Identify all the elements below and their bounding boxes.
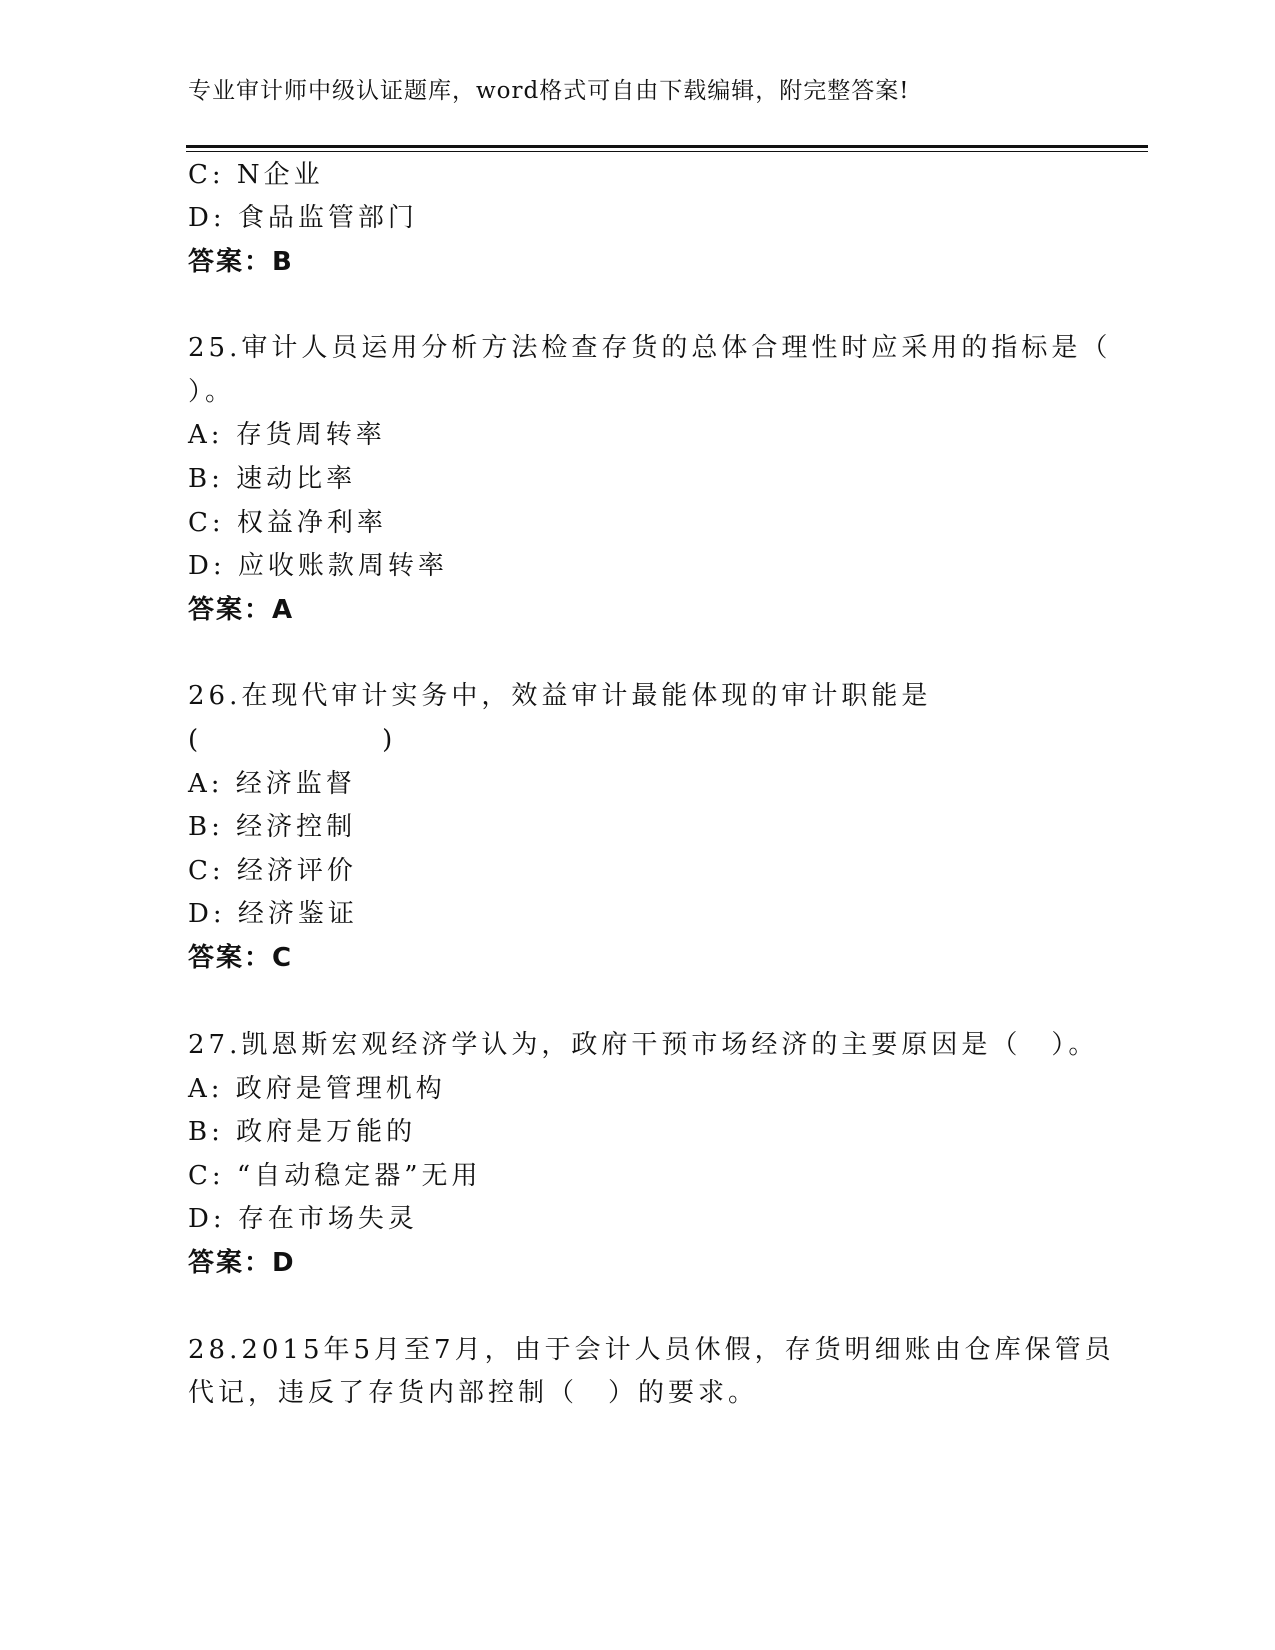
answer-line: 答案：D	[188, 1248, 296, 1278]
option-line: B: 经济控制	[188, 812, 357, 842]
option-line: C: N企业	[188, 160, 324, 190]
option-line: D: 存在市场失灵	[188, 1204, 418, 1234]
question-stem: 26.在现代审计实务中，效益审计最能体现的审计职能是	[188, 681, 932, 711]
option-line: A: 经济监督	[188, 769, 356, 799]
option-line: D: 食品监管部门	[188, 203, 418, 233]
option-line: D: 经济鉴证	[188, 899, 358, 929]
question-stem: ）。	[188, 377, 236, 407]
option-line: B: 速动比率	[188, 464, 357, 494]
option-line: A: 存货周转率	[188, 420, 386, 450]
option-line: B: 政府是万能的	[188, 1117, 417, 1147]
question-stem: 28.2015年5月至7月，由于会计人员休假，存货明细账由仓库保管员	[188, 1335, 1115, 1365]
header-rule-thin	[186, 151, 1148, 152]
header-rule-thick	[186, 145, 1148, 148]
answer-line: 答案：A	[188, 595, 295, 625]
option-line: C: 权益净利率	[188, 508, 387, 538]
page-header: 专业审计师中级认证题库，word格式可自由下载编辑，附完整答案!	[188, 78, 910, 104]
question-stem: 25.审计人员运用分析方法检查存货的总体合理性时应采用的指标是（	[188, 333, 1112, 363]
option-line: C: 经济评价	[188, 856, 357, 886]
question-stem: 27.凯恩斯宏观经济学认为，政府干预市场经济的主要原因是（ ）。	[188, 1030, 1099, 1060]
option-line: A: 政府是管理机构	[188, 1074, 446, 1104]
answer-line: 答案：C	[188, 943, 294, 973]
option-line: C: “自动稳定器”无用	[188, 1161, 482, 1191]
question-stem: ( )	[188, 725, 397, 755]
answer-line: 答案：B	[188, 247, 294, 277]
option-line: D: 应收账款周转率	[188, 551, 448, 581]
question-stem: 代记，违反了存货内部控制（ ）的要求。	[188, 1378, 759, 1408]
